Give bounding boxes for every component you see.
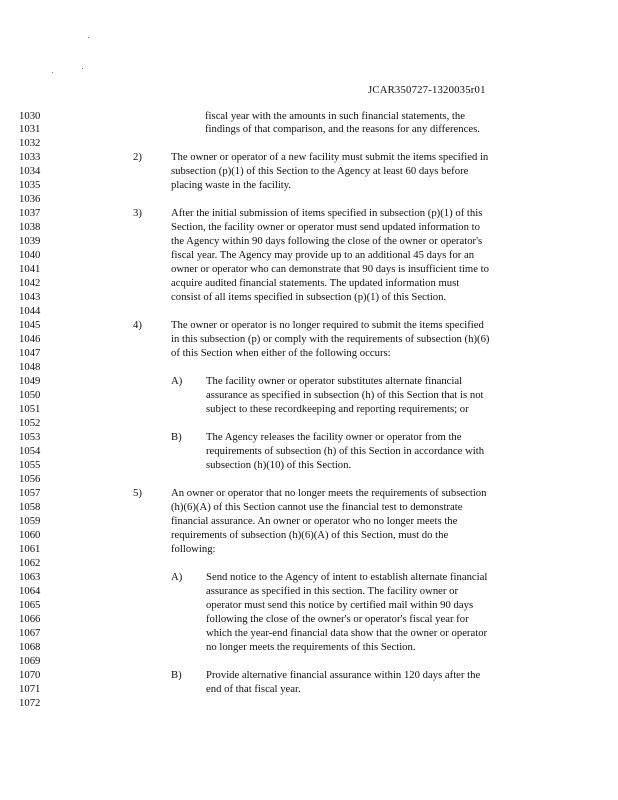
line-number: 1047: [19, 347, 41, 359]
line-number: 1071: [19, 683, 41, 695]
item-5a-marker: A): [171, 571, 183, 583]
line-number: 1036: [19, 193, 41, 205]
item-5b-marker: B): [171, 669, 182, 681]
line-number: 1035: [19, 179, 41, 191]
scan-speck: [52, 72, 53, 73]
item-3-line: fiscal year. The Agency may provide up to an additional 45 days for an: [171, 249, 475, 261]
line-number: 1038: [19, 221, 41, 233]
item-3-line: Section, the facility owner or operator must send updated information to: [171, 221, 480, 233]
item-5-line: financial assurance. An owner or operator who no longer meets the: [171, 515, 458, 527]
line-number: 1033: [19, 151, 41, 163]
line-number: 1053: [19, 431, 41, 443]
item-4a-marker: A): [171, 375, 183, 387]
item-5a-line: Send notice to the Agency of intent to establish alternate financial: [206, 571, 488, 583]
continuation-line: findings of that comparison, and the reasons for any differences.: [205, 123, 480, 135]
item-5a-line: following the close of the owner's or operator's fiscal year for: [206, 613, 469, 625]
line-number: 1050: [19, 389, 41, 401]
line-number: 1064: [19, 585, 41, 597]
line-number: 1060: [19, 529, 41, 541]
line-number: 1048: [19, 361, 41, 373]
item-4-line: of this Section when either of the following occurs:: [171, 347, 391, 359]
line-number: 1032: [19, 137, 41, 149]
item-3-line: owner or operator who can demonstrate that 90 days is insufficient time to: [171, 263, 489, 275]
item-2-line: The owner or operator of a new facility must submit the items specified in: [171, 151, 489, 163]
line-number: 1052: [19, 417, 41, 429]
item-3-line: After the initial submission of items specified in subsection (p)(1) of this: [171, 207, 483, 219]
item-5b-line: end of that fiscal year.: [206, 683, 301, 695]
line-number: 1037: [19, 207, 41, 219]
item-5a-line: which the year-end financial data show that the owner or operator: [206, 627, 488, 639]
line-number: 1031: [19, 123, 41, 135]
line-number: 1046: [19, 333, 41, 345]
line-number: 1069: [19, 655, 41, 667]
line-number: 1039: [19, 235, 41, 247]
item-5-line: An owner or operator that no longer meets the requirements of subsection: [171, 487, 487, 499]
line-number: 1054: [19, 445, 41, 457]
item-4b-line: The Agency releases the facility owner or operator from the: [206, 431, 462, 443]
item-4-marker: 4): [133, 319, 142, 331]
line-number: 1056: [19, 473, 41, 485]
line-number: 1055: [19, 459, 41, 471]
line-number: 1030: [19, 110, 41, 122]
item-3-line: the Agency within 90 days following the close of the owner or operator's: [171, 235, 483, 247]
item-5a-line: operator must send this notice by certified mail within 90 days: [206, 599, 474, 611]
item-5-line: requirements of subsection (h)(6)(A) of this Section, must do the: [171, 529, 449, 541]
item-4b-line: requirements of subsection (h) of this Section in accordance with: [206, 445, 485, 457]
line-number: 1040: [19, 249, 41, 261]
line-number: 1057: [19, 487, 41, 499]
item-3-line: consist of all items specified in subsection (p)(1) of this Section.: [171, 291, 447, 303]
item-5a-line: assurance as specified in this section. The facility owner or: [206, 585, 459, 597]
continuation-line: fiscal year with the amounts in such financial statements, the: [205, 110, 465, 122]
line-number: 1070: [19, 669, 41, 681]
item-4b-line: subsection (h)(10) of this Section.: [206, 459, 352, 471]
item-2-line: subsection (p)(1) of this Section to the Agency at least 60 days before: [171, 165, 469, 177]
item-2-marker: 2): [133, 151, 142, 163]
line-number: 1065: [19, 599, 41, 611]
item-5a-line: no longer meets the requirements of this Section.: [206, 641, 416, 653]
line-number: 1068: [19, 641, 41, 653]
line-number: 1051: [19, 403, 41, 415]
line-number: 1059: [19, 515, 41, 527]
line-number: 1041: [19, 263, 41, 275]
line-number: 1042: [19, 277, 41, 289]
item-2-line: placing waste in the facility.: [171, 179, 292, 191]
line-number: 1063: [19, 571, 41, 583]
item-5-line: following:: [171, 543, 216, 555]
line-number: 1043: [19, 291, 41, 303]
item-4b-marker: B): [171, 431, 182, 443]
item-4-line: The owner or operator is no longer required to submit the items specified: [171, 319, 484, 331]
scan-speck: [82, 68, 83, 69]
line-number: 1049: [19, 375, 41, 387]
line-number: 1034: [19, 165, 41, 177]
line-number: 1066: [19, 613, 41, 625]
line-number: 1045: [19, 319, 41, 331]
item-5b-line: Provide alternative financial assurance within 120 days after the: [206, 669, 481, 681]
item-4a-line: assurance as specified in subsection (h) of this Section that is not: [206, 389, 484, 401]
line-number: 1072: [19, 697, 41, 709]
line-number: 1058: [19, 501, 41, 513]
item-5-line: (h)(6)(A) of this Section cannot use the financial test to demonstrate: [171, 501, 463, 513]
line-number: 1044: [19, 305, 41, 317]
scan-speck: [88, 37, 89, 38]
item-3-line: acquire audited financial statements. The updated information must: [171, 277, 460, 289]
item-3-marker: 3): [133, 207, 142, 219]
document-id-header: JCAR350727-1320035r01: [368, 84, 486, 96]
item-4-line: in this subsection (p) or comply with the requirements of subsection (h)(6): [171, 333, 490, 345]
line-number: 1061: [19, 543, 41, 555]
line-number: 1067: [19, 627, 41, 639]
item-4a-line: The facility owner or operator substitutes alternate financial: [206, 375, 463, 387]
item-4a-line: subject to these recordkeeping and reporting requirements; or: [206, 403, 469, 415]
line-number: 1062: [19, 557, 41, 569]
item-5-marker: 5): [133, 487, 142, 499]
